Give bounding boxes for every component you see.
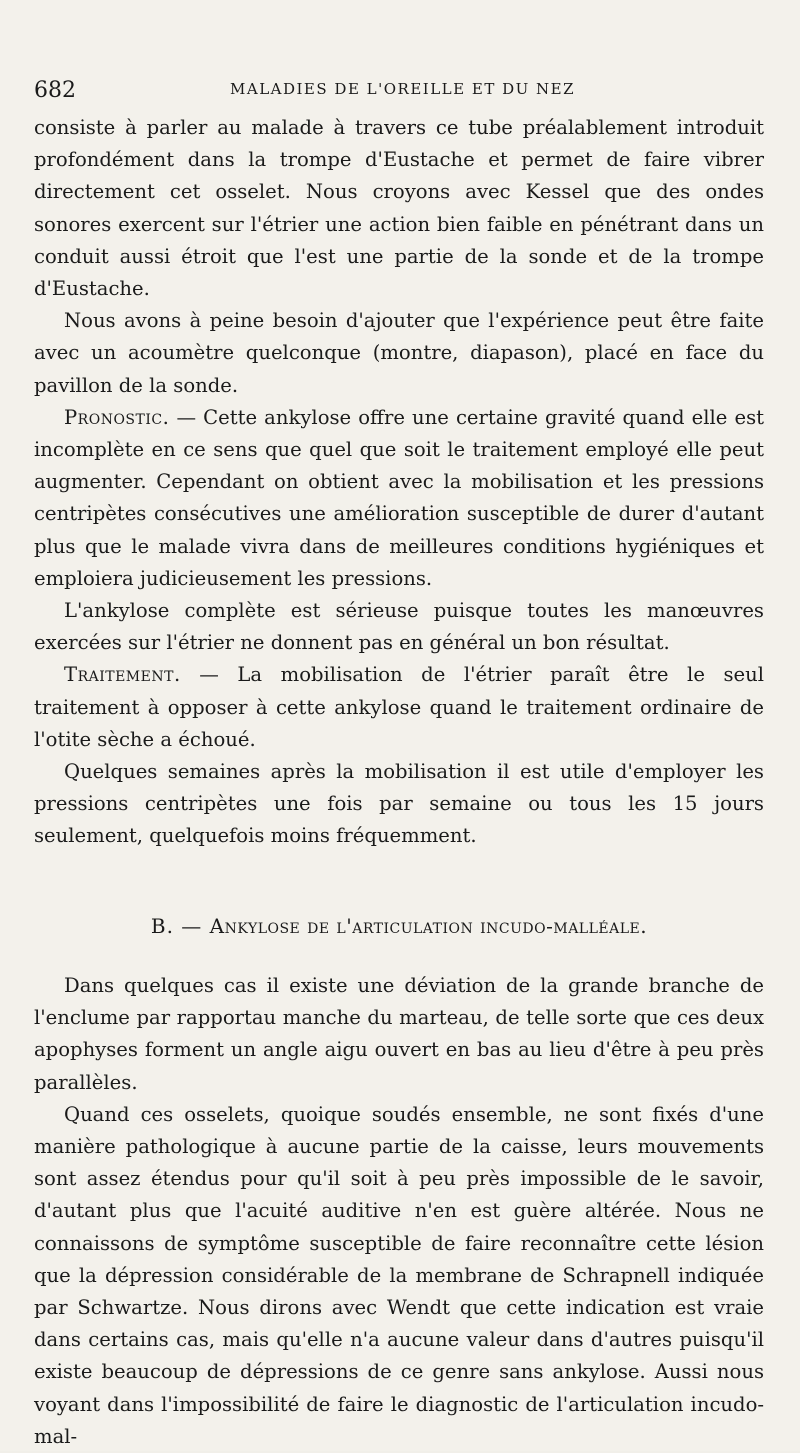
paragraph: Quelques semaines après la mobilisation il est utile d'employer les pressions centripètes une fois par semaine ou tous les 15 jours seulement, quelquefois moins fréquemment.: [34, 760, 764, 848]
paragraph: L'ankylose complète est sérieuse puisque toutes les manœuvres exercées sur l'étrier ne donnent pas en général un bon résultat.: [34, 599, 764, 655]
paragraph: Quand ces osselets, quoique soudés ensemble, ne sont fixés d'une manière pathologique à aucune partie de la caisse, leurs mouvements sont assez étendus pour qu'il soit à peu près impossible de le savoir, d'autant plus que l'acuité auditive n'en est guère altérée. Nous ne connaissons de symptôme susceptible de faire reconnaître cette lésion que la dépression considérable de la membrane de Schrapnell indiquée par Schwartze. Nous dirons avec Wendt que cette indication est vraie dans certains cas, mais qu'elle n'a aucune valeur dans d'autres puisqu'il existe beaucoup de dépressions de ce genre sans ankylose. Aussi nous voyant dans l'impossibilité de faire le diagnostic de l'articulation incudo-mal-: [34, 1102, 764, 1448]
paragraph-label: Traitement.: [64, 663, 181, 687]
section-letter: B.: [150, 914, 174, 938]
section-heading: [34, 914, 764, 938]
section-title: Ankylose de l'articulation incudo-malléale.: [209, 914, 648, 938]
body-text: [34, 112, 764, 853]
paragraph-traitement: Traitement. — La mobilisation de l'étrier paraît être le seul traitement à opposer à cette ankylose quand le traitement ordinaire de l'otite sèche a échoué.: [34, 663, 764, 751]
page-header: [34, 72, 764, 112]
paragraph: consiste à parler au malade à travers ce tube préalablement introduit profondément dans la trompe d'Eustache et permet de faire vibrer directement cet osselet. Nous croyons avec Kessel que des ondes sonores exercent sur l'étrier une action bien faible en pénétrant dans un conduit aussi étroit que l'est une partie de la sonde et de la trompe d'Eustache.: [34, 116, 764, 301]
running-title: MALADIES DE L'OREILLE ET DU NEZ: [230, 80, 576, 98]
page-number: 682: [34, 78, 76, 103]
paragraph: Nous avons à peine besoin d'ajouter que l'expérience peut être faite avec un acoumètre quelconque (montre, diapason), placé en face du pavillon de la sonde.: [34, 309, 764, 397]
paragraph-label: Pronostic.: [64, 405, 170, 429]
paragraph: Dans quelques cas il existe une déviation de la grande branche de l'enclume par rapportau manche du marteau, de telle sorte que ces deux apophyses forment un angle aigu ouvert en bas au lieu d'être à peu près parallèles.: [34, 974, 764, 1094]
section-dash: —: [173, 914, 210, 938]
paragraph-pronostic: Pronostic. — Cette ankylose offre une certaine gravité quand elle est incomplète en ce sens que quel que soit le traitement employé elle peut augmenter. Cependant on obtient avec la mobilisation et les pressions centripètes consécutives une amélioration susceptible de durer d'autant plus que le malade vivra dans de meilleures conditions hygiéniques et emploiera judicieusement les pressions.: [34, 405, 764, 590]
section-body-text: [34, 970, 764, 1453]
